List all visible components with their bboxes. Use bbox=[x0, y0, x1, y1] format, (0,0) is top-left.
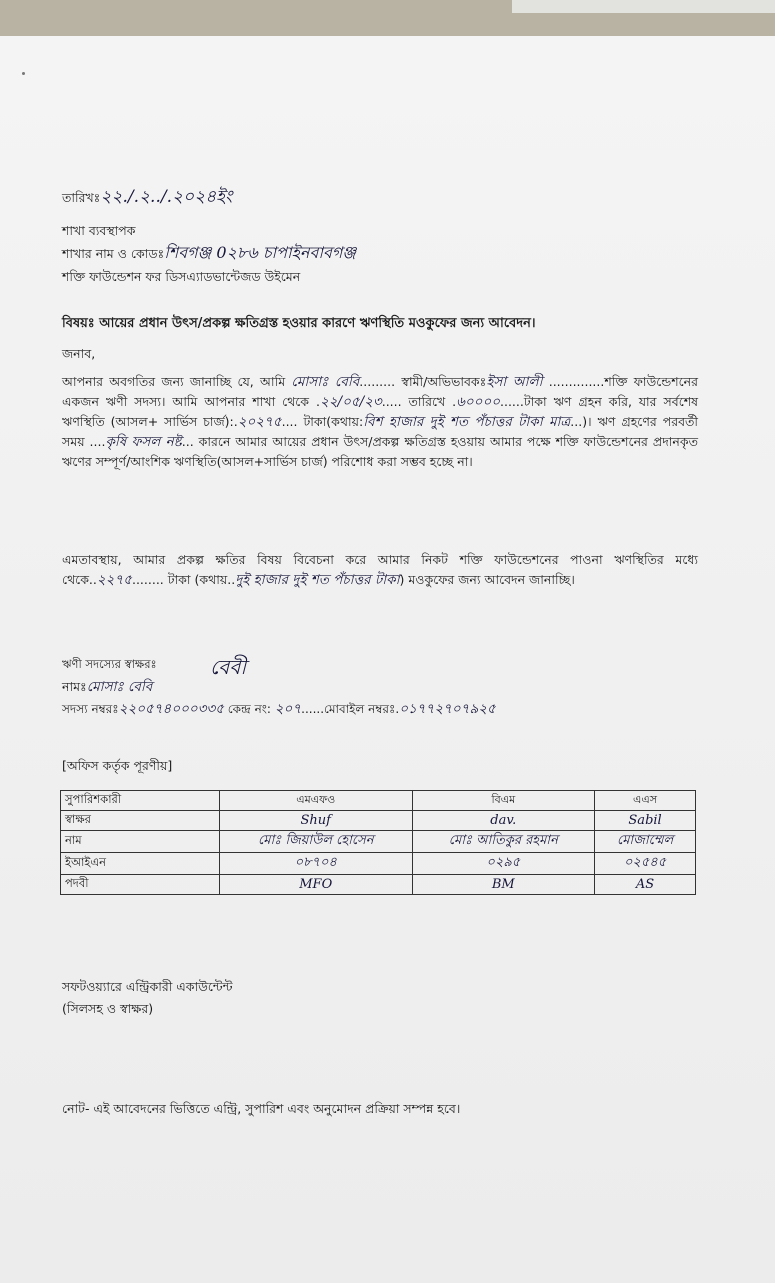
table-cell: dav. bbox=[412, 811, 595, 831]
row-label: স্বাক্ষর bbox=[61, 811, 220, 831]
body1-text-3: ..............শক্তি ফাউন্ডেশনের একজন ঋণী সদস্য। আমি আপনার শাখা থেকে . bbox=[62, 374, 699, 409]
branch-line bbox=[62, 244, 356, 263]
footer-note: নোট- এই আবেদনের ভিত্তিতে এন্ট্রি, সুপারিশ এবং অনুমোদন প্রক্রিয়া সম্পন্ন হবে। bbox=[62, 1101, 461, 1116]
table-cell: ০৮৭০৪ bbox=[220, 853, 413, 875]
body-paragraph-1 bbox=[62, 372, 698, 472]
body1-text-7: ...)। ঋণ গ্রহণের পরবর্তী সময় .... bbox=[62, 414, 698, 449]
body1-text-2: ......... স্বামী/অভিভাবকঃ bbox=[359, 374, 487, 389]
mobile-label: ......মোবাইল নম্বরঃ. bbox=[301, 702, 400, 716]
table-cell: Sabil bbox=[595, 811, 696, 831]
row-label: নাম bbox=[61, 831, 220, 853]
table-cell: মোজাম্মেল bbox=[595, 831, 696, 853]
row-label: ইআইএন bbox=[61, 853, 220, 875]
table-cell: BM bbox=[412, 875, 595, 895]
member-number-label: সদস্য নম্বরঃ bbox=[62, 702, 119, 716]
body1-text-1: আপনার অবগতির জন্য জানাচ্ছি যে, আমি bbox=[62, 374, 292, 389]
mobile-number: ০১৭৭২৭০৭৯২৫ bbox=[399, 701, 496, 717]
branch-value: শিবগঞ্জ 0২৮৬ চাপাইনবাবগঞ্জ bbox=[164, 243, 357, 262]
table-row-designation bbox=[61, 875, 696, 895]
branch-label: শাখার নাম ও কোডঃ bbox=[62, 246, 165, 261]
member-info-line bbox=[62, 700, 496, 718]
borrower-name-line bbox=[62, 678, 152, 696]
body-paragraph-2 bbox=[62, 550, 698, 590]
table-cell: AS bbox=[595, 875, 696, 895]
borrower-name: মোসাঃ বেবি bbox=[86, 679, 153, 695]
header-mfo: এমএফও bbox=[220, 791, 413, 811]
applicant-name: মোসাঃ বেবি bbox=[291, 374, 360, 390]
center-label: কেন্দ্র নং: bbox=[227, 702, 271, 716]
table-row-name bbox=[61, 831, 696, 853]
loan-date: ২২/০৫/২৩ bbox=[319, 394, 382, 410]
table-row-ein bbox=[61, 853, 696, 875]
body2-text-1: এমতাবস্থায়, আমার প্রকল্প ক্ষতির বিষয় বিবেচনা করে আমার নিকট শক্তি ফাউন্ডেশনের পাওনা ঋণস্থিতির মধ্যে থেকে.. bbox=[62, 552, 698, 587]
body2-text-2: ........ টাকা (কথায়.. bbox=[131, 572, 236, 587]
waiver-amount: ২২৭৫ bbox=[96, 572, 132, 588]
header-recommender: সুপারিশকারী bbox=[61, 791, 220, 811]
loan-amount: ৬০০০০ bbox=[456, 394, 501, 410]
date-label: তারিখঃ bbox=[62, 190, 101, 205]
table-cell: ০২৯৫ bbox=[412, 853, 595, 875]
office-use-note: [অফিস কর্তৃক পূরণীয়] bbox=[62, 758, 173, 773]
balance-in-words: বিশ হাজার দুই শত পঁচাত্তর টাকা মাত্র bbox=[363, 414, 571, 430]
body1-text-6: .... টাকা(কথায়: bbox=[281, 414, 364, 429]
table-cell: Shuf bbox=[220, 811, 413, 831]
guardian-name: ইসা আলী bbox=[486, 374, 543, 390]
seal-signature-note: (সিলসহ ও স্বাক্ষর) bbox=[62, 1001, 154, 1016]
table-cell: ০২৫৪৫ bbox=[595, 853, 696, 875]
borrower-signature-label: ঋণী সদস্যের স্বাক্ষরঃ bbox=[62, 657, 157, 671]
ink-dot bbox=[22, 72, 25, 75]
center-number: ২০৭ bbox=[274, 701, 302, 717]
member-number: ২২০৫৭৪০০০৩৩৫ bbox=[118, 701, 224, 717]
subject-line: বিষয়ঃ আয়ের প্রধান উৎস/প্রকল্প ক্ষতিগ্রস্ত হওয়ার কারণে ঋণস্থিতি মওকুফের জন্য আবেদন। bbox=[62, 316, 536, 331]
header-bm: বিএম bbox=[412, 791, 595, 811]
body1-text-4: ..... তারিখে . bbox=[381, 394, 457, 409]
loan-balance: ২০২৭৫ bbox=[237, 414, 282, 430]
table-cell: মোঃ জিয়াউল হোসেন bbox=[220, 831, 413, 853]
table-cell: মোঃ আতিকুর রহমান bbox=[412, 831, 595, 853]
desk-paper-edge bbox=[512, 0, 775, 13]
damage-reason: কৃষি ফসল নষ্ট bbox=[105, 434, 182, 450]
date-line bbox=[62, 188, 232, 207]
waiver-amount-words: দুই হাজার দুই শত পঁচাত্তর টাকা bbox=[235, 572, 400, 588]
recipient-title: শাখা ব্যবস্থাপক bbox=[62, 223, 136, 238]
borrower-signature: বেবী bbox=[210, 655, 247, 679]
table-row-signature bbox=[61, 811, 696, 831]
table-header-row bbox=[61, 791, 696, 811]
software-accountant-title: সফটওয়্যারে এন্ট্রিকারী একাউন্টেন্ট bbox=[62, 979, 233, 994]
body1-text-5: ......টাকা ঋণ গ্রহন করি, যার সর্বশেষ ঋণস্থিতি (আসল+ সার্ভিস চার্জ):. bbox=[62, 394, 699, 429]
body2-text-3: ) মওকুফের জন্য আবেদন জানাচ্ছি। bbox=[399, 572, 575, 587]
body1-text-8: ... কারনে আমার আয়ের প্রধান উৎস/প্রকল্প ক্ষতিগ্রস্ত হওয়ায় আমার পক্ষে শক্তি ফাউন্ডেশনের প্রদানকৃত ঋণের সম্পূর্ণ/আংশিক ঋণস্থিতি(আসল+সার্ভিস চার্জ) পরিশোধ করা সম্ভব হচ্ছে না। bbox=[62, 434, 698, 469]
salutation: জনাব, bbox=[62, 346, 96, 361]
table-cell: MFO bbox=[220, 875, 413, 895]
name-label: নামঃ bbox=[62, 679, 87, 694]
row-label: পদবী bbox=[61, 875, 220, 895]
header-as: এএস bbox=[595, 791, 696, 811]
organization-name: শক্তি ফাউন্ডেশন ফর ডিসএ্যাডভান্টেজড উইমেন bbox=[62, 269, 301, 284]
date-value: ২২./.২../.২০২৪ইং bbox=[100, 187, 233, 207]
office-table bbox=[60, 790, 696, 895]
